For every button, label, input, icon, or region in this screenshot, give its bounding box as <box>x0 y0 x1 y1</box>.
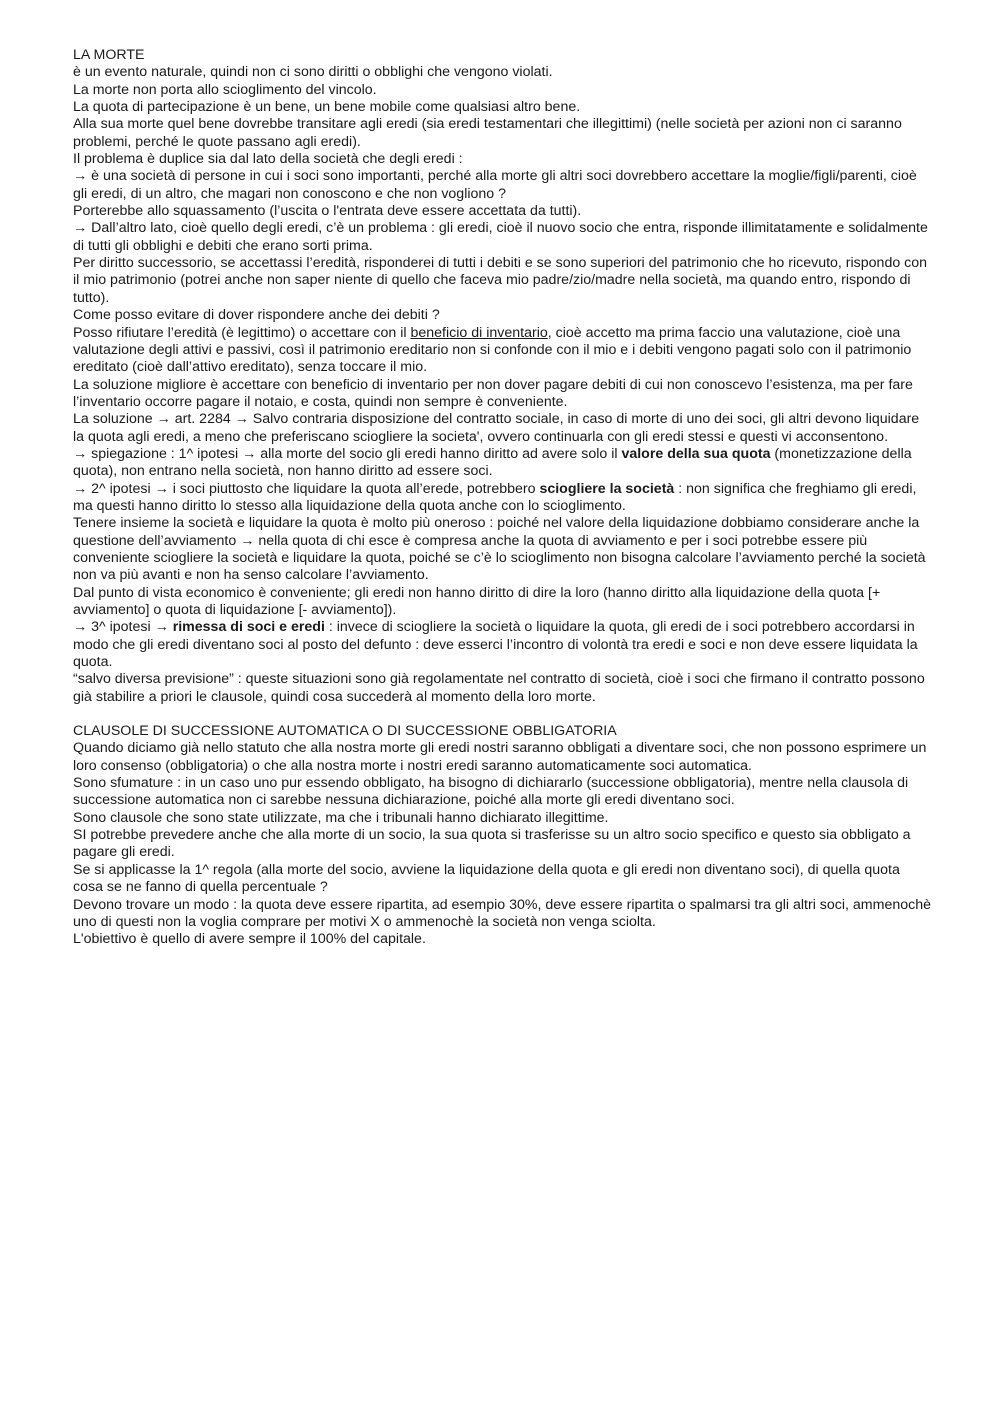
text-segment: Sono sfumature : in un caso uno pur essendo obbligato, ha bisogno di dichiararlo (successione obbligatoria), mentre nella clausola di successione automatica non ci sarebbe nessuna dichiarazione, poiché alla morte gli eredi diventano soci. <box>73 775 909 809</box>
text-segment: (monetizzazione della quota), non entrano nella società, non hanno diritto ad essere soci. <box>73 445 912 480</box>
document-page <box>73 47 933 949</box>
bold-text: rimessa di soci e eredi <box>172 619 325 636</box>
paragraph <box>73 116 933 151</box>
text-segment: → Dall’altro lato, cioè quello degli eredi, c’è un problema : gli eredi, cioè il nuovo socio che entra, risponde illimitatamente e solidalmente di tutti gli obblighi e debiti che erano sorti prima. <box>73 220 928 254</box>
text-segment: La soluzione → art. 2284 → Salvo contraria disposizione del contratto sociale, in caso di morte di uno dei soci, gli altri devono liquidare la quota agli eredi, a meno che preferiscano sciogliere la societa', ovvero continuarla con gli eredi stessi e questi vi acconsentono. <box>73 411 920 445</box>
text-segment: → 2^ ipotesi → i soci piuttosto che liquidare la quota all’erede, potrebbero <box>73 480 540 497</box>
text-segment: → spiegazione : 1^ ipotesi → alla morte del socio gli eredi hanno diritto ad avere solo il <box>73 445 622 462</box>
text-segment: Se si applicasse la 1^ regola (alla morte del socio, avviene la liquidazione della quota e gli eredi non diventano soci), di quella quota cosa se ne fanno di quella percentuale ? <box>73 861 900 896</box>
text-segment: → 3^ ipotesi → <box>73 619 173 636</box>
paragraph <box>73 897 933 932</box>
text-segment: Quando diciamo già nello statuto che alla nostra morte gli eredi nostri saranno obbligati a diventare soci, che non possono esprimere un loro consenso (obbligatoria) o che alla nostra morte i nostri eredi saranno automaticamente soci automatica. <box>73 740 927 774</box>
section-la-morte <box>73 47 933 706</box>
paragraph <box>73 619 933 671</box>
text-segment: : non significa che freghiamo gli eredi, ma questi hanno diritto lo stesso alla liquidazione della quota anche con lo scioglimento. <box>73 480 917 514</box>
text-segment: : invece di sciogliere la società o liquidare la quota, gli eredi de i soci potrebbero accordarsi in modo che gli eredi diventano soci al posto del defunto : deve esserci l’incontro di volontà tra eredi e soci e non deve essere liquidata la quota. <box>73 619 918 671</box>
text-segment: L'obiettivo è quello di avere sempre il 100% del capitale. <box>73 931 426 948</box>
paragraph <box>73 810 933 827</box>
paragraph <box>73 99 933 116</box>
paragraph <box>73 740 933 775</box>
text-segment: SI potrebbe prevedere anche che alla morte di un socio, la sua quota si trasferisse su un altro socio specifico e questo sia obbligato a pagare gli eredi. <box>73 827 911 861</box>
paragraph <box>73 82 933 99</box>
paragraph <box>73 931 933 948</box>
paragraph <box>73 411 933 446</box>
text-segment: La morte non porta allo scioglimento del vincolo. <box>73 81 377 98</box>
text-segment: Per diritto successorio, se accettassi l’eredità, risponderei di tutti i debiti e se sono superiori del patrimonio che ho ricevuto, rispondo con il mio patrimonio (potrei anche non saper niente di quello che faceva mio padre/zio/madre nella società, ma quando entro, rispondo di tutto). <box>73 255 928 306</box>
text-segment: Sono clausole che sono state utilizzate, ma che i tribunali hanno dichiarato illegittime. <box>73 809 609 826</box>
paragraph <box>73 585 933 620</box>
paragraph <box>73 255 933 307</box>
text-segment: Tenere insieme la società e liquidare la quota è molto più oneroso : poiché nel valore della liquidazione dobbiamo considerare anche la questione dell’avviamento → nella quota di chi esce è compresa anche la quota di avviamento e per i soci potrebbe essere più conveniente sciogliere la società e liquidare la quota, poiché se c’è lo scioglimento non bisogna calcolare l’avviamento perché la società non va più avanti e non ha senso calcolare l’avviamento. <box>73 515 926 584</box>
paragraph <box>73 151 933 168</box>
paragraph <box>73 220 933 255</box>
paragraph <box>73 168 933 203</box>
text-segment: Devono trovare un modo : la quota deve essere ripartita, ad esempio 30%, deve essere ripartita o spalmarsi tra gli altri soci, ammenochè uno di questi non la voglia comprare per motivi X o ammenochè la società non venga sciolta. <box>73 896 931 930</box>
text-segment: CLAUSOLE DI SUCCESSIONE AUTOMATICA O DI SUCCESSIONE OBBLIGATORIA <box>73 723 617 740</box>
paragraph <box>73 325 933 377</box>
section-heading <box>73 723 933 740</box>
paragraph <box>73 515 933 584</box>
paragraph <box>73 64 933 81</box>
text-segment: La soluzione migliore è accettare con beneficio di inventario per non dover pagare debiti di cui non conoscevo l’esistenza, ma per fare l’inventario occorre pagare il notaio, e costa, quindi non sempre è conveniente. <box>73 376 913 410</box>
paragraph <box>73 377 933 412</box>
paragraph <box>73 671 933 706</box>
text-segment: La quota di partecipazione è un bene, un bene mobile come qualsiasi altro bene. <box>73 99 581 116</box>
text-segment: → è una società di persone in cui i soci sono importanti, perché alla morte gli altri soci dovrebbero accettare la moglie/figli/parenti, cioè gli eredi, di un altro, che magari non conoscono e che non vogliono ? <box>73 168 917 202</box>
paragraph <box>73 307 933 324</box>
section-clausole-di-successione <box>73 723 933 948</box>
underlined-text: beneficio di inventario <box>410 324 548 341</box>
text-segment: Alla sua morte quel bene dovrebbe transitare agli eredi (sia eredi testamentari che illegittimi) (nelle società per azioni non ci saranno problemi, perché le quote passano agli eredi). <box>73 116 902 150</box>
text-segment: , cioè accetto ma prima faccio una valutazione, cioè una valutazione degli attivi e passivi, così il patrimonio ereditario non si confonde con il mio e i debiti vengono pagati solo con il patrimonio ereditato (cioè dall’attivo ereditato), senza toccare il mio. <box>73 324 912 376</box>
text-segment: Come posso evitare di dover rispondere anche dei debiti ? <box>73 307 440 324</box>
paragraph <box>73 862 933 897</box>
text-segment: è un evento naturale, quindi non ci sono diritti o obblighi che vengono violati. <box>73 64 553 81</box>
paragraph <box>73 446 933 481</box>
paragraph <box>73 827 933 862</box>
bold-text: sciogliere la società <box>539 480 675 497</box>
text-segment: Il problema è duplice sia dal lato della società che degli eredi : <box>73 151 463 168</box>
text-segment: “salvo diversa previsione” : queste situazioni sono già regolamentate nel contratto di società, cioè i soci che firmano il contratto possono già stabilire a priori le clausole, quindi cosa succederà al momento della loro morte. <box>73 671 925 705</box>
section-heading <box>73 47 933 64</box>
bold-text: valore della sua quota <box>621 445 771 462</box>
paragraph <box>73 203 933 220</box>
text-segment: LA MORTE <box>73 47 145 63</box>
text-segment: Porterebbe allo squassamento (l’uscita o l'entrata deve essere accettata da tutti). <box>73 203 582 220</box>
paragraph <box>73 481 933 516</box>
paragraph <box>73 775 933 810</box>
text-segment: Dal punto di vista economico è conveniente; gli eredi non hanno diritto di dire la loro (hanno diritto alla liquidazione della quota [+ avviamento] o quota di liquidazione [- avviamento]). <box>73 584 881 618</box>
text-segment: Posso rifiutare l’eredità (è legittimo) o accettare con il <box>73 324 411 341</box>
